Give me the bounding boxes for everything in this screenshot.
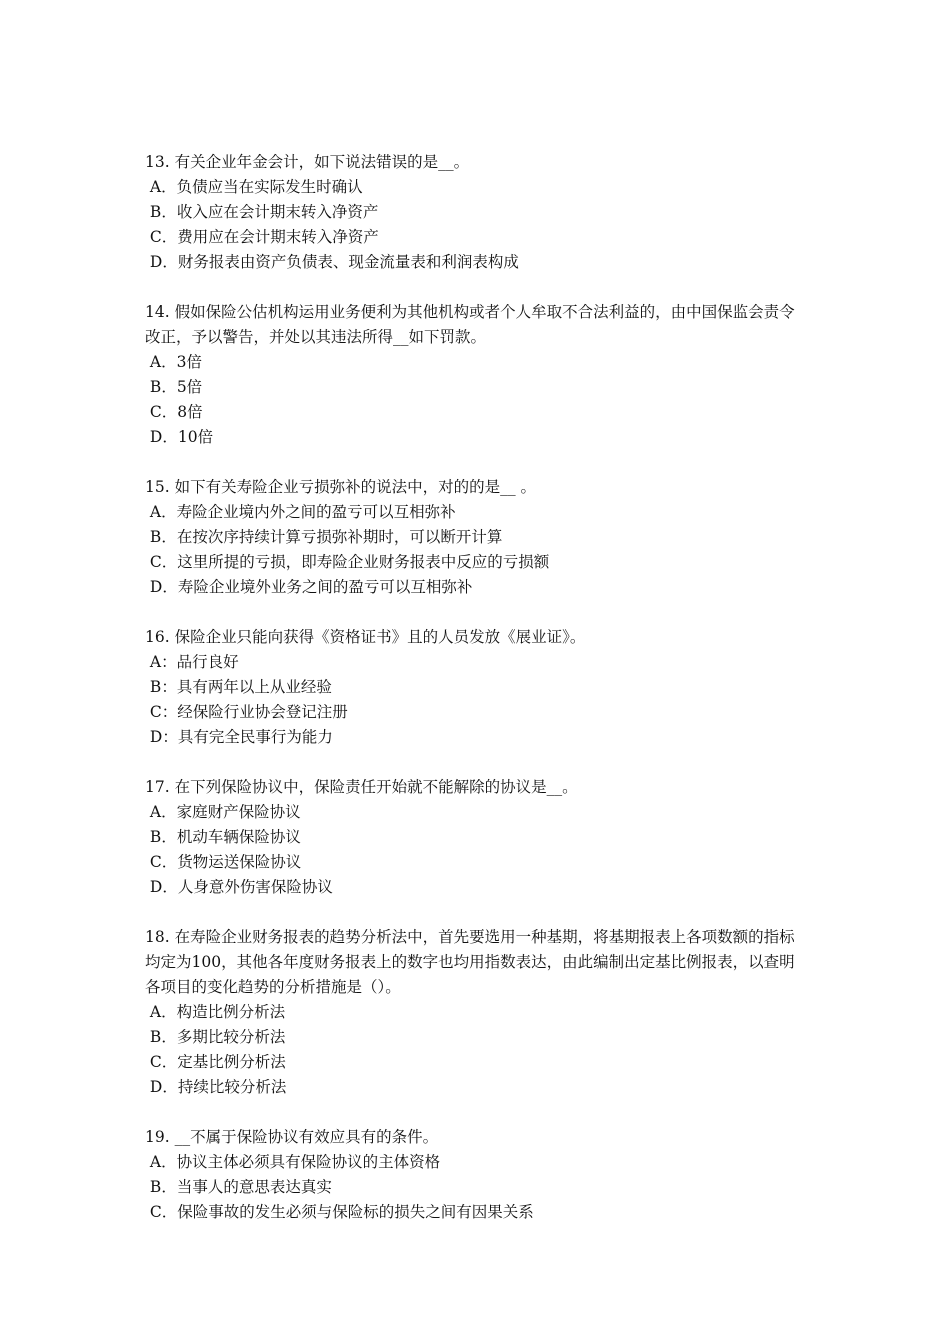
question-18 [145, 925, 810, 1100]
option-c: C：经保险行业协会登记注册 [145, 703, 348, 721]
question-stem: 16. 保险企业只能向获得《资格证书》且的人员发放《展业证》。 [145, 628, 586, 646]
question-19 [145, 1125, 810, 1225]
question-14 [145, 300, 810, 450]
question-13 [145, 150, 810, 275]
option-d: D．寿险企业境外业务之间的盈亏可以互相弥补 [145, 578, 473, 596]
question-16 [145, 625, 810, 750]
option-d: D．10倍 [145, 428, 214, 446]
question-15 [145, 475, 810, 600]
option-b: B．多期比较分析法 [145, 1028, 286, 1046]
option-b: B．收入应在会计期末转入净资产 [145, 203, 379, 221]
question-stem: 15. 如下有关寿险企业亏损弥补的说法中，对的的是__ 。 [145, 478, 537, 496]
option-c: C．8倍 [145, 403, 203, 421]
document-page [145, 150, 810, 1250]
option-b: B．在按次序持续计算亏损弥补期时，可以断开计算 [145, 528, 503, 546]
option-d: D：具有完全民事行为能力 [145, 728, 333, 746]
option-c: C．这里所提的亏损，即寿险企业财务报表中反应的亏损额 [145, 553, 550, 571]
option-b: B．5倍 [145, 378, 203, 396]
option-b: B．机动车辆保险协议 [145, 828, 301, 846]
question-stem: 18. 在寿险企业财务报表的趋势分析法中，首先要选用一种基期，将基期报表上各项数额的指标均定为100，其他各年度财务报表上的数字也均用指数表达，由此编制出定基比例报表，以查明各项目的变化趋势的分析措施是（）。 [145, 928, 795, 996]
option-a: A：品行良好 [145, 653, 239, 671]
question-stem: 14. 假如保险公估机构运用业务便利为其他机构或者个人牟取不合法利益的，由中国保监会责令改正，予以警告，并处以其违法所得__如下罚款。 [145, 303, 795, 346]
option-a: A．负债应当在实际发生时确认 [145, 178, 363, 196]
option-c: C．货物运送保险协议 [145, 853, 302, 871]
option-c: C．费用应在会计期末转入净资产 [145, 228, 379, 246]
option-a: A．构造比例分析法 [145, 1003, 286, 1021]
option-c: C．定基比例分析法 [145, 1053, 286, 1071]
option-b: B．当事人的意思表达真实 [145, 1178, 332, 1196]
option-b: B：具有两年以上从业经验 [145, 678, 332, 696]
option-d: D．人身意外伤害保险协议 [145, 878, 333, 896]
option-a: A．3倍 [145, 353, 202, 371]
option-d: D．财务报表由资产负债表、现金流量表和利润表构成 [145, 253, 519, 271]
question-stem: 17. 在下列保险协议中，保险责任开始就不能解除的协议是__。 [145, 778, 578, 796]
option-a: A．协议主体必须具有保险协议的主体资格 [145, 1153, 441, 1171]
option-c: C．保险事故的发生必须与保险标的损失之间有因果关系 [145, 1203, 534, 1221]
option-a: A．寿险企业境内外之间的盈亏可以互相弥补 [145, 503, 456, 521]
question-17 [145, 775, 810, 900]
option-d: D．持续比较分析法 [145, 1078, 287, 1096]
question-stem: 19. __不属于保险协议有效应具有的条件。 [145, 1128, 439, 1146]
question-stem: 13. 有关企业年金会计，如下说法错误的是__。 [145, 153, 470, 171]
option-a: A．家庭财产保险协议 [145, 803, 301, 821]
